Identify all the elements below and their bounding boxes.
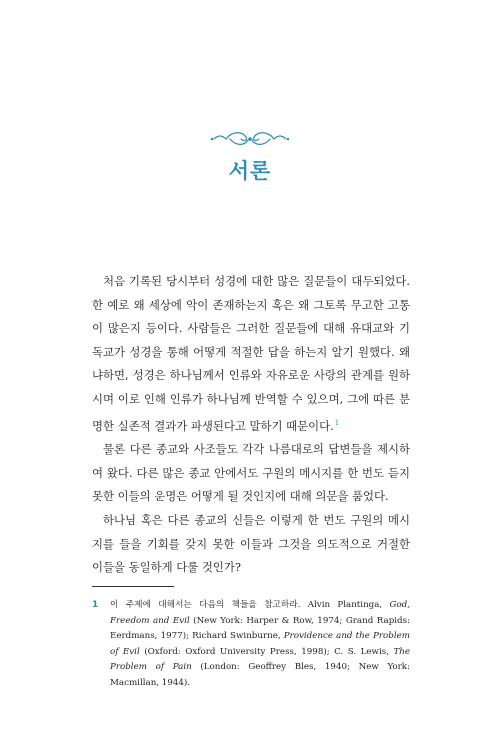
footnote-citation-2: (Oxford: Oxford University Press, 1998); C. S. Lewis, [139, 646, 394, 657]
footnote-divider [92, 586, 174, 587]
paragraph-3: 하나님 혹은 다른 종교의 신들은 이렇게 한 번도 구원의 메시지를 들을 기회를 갖지 못한 이들과 그것을 의도적으로 거절한 이들을 동일하게 다룰 것인가? [92, 512, 410, 575]
chapter-title: 서론 [228, 159, 272, 183]
footnote-book-title-3: The Problem of Pain [110, 646, 411, 673]
footnote [92, 598, 410, 692]
paragraph-1 [92, 270, 410, 438]
body-text [92, 270, 410, 580]
footnote-book-title-1: God, Freedom and Evil [110, 600, 410, 626]
footnote-number: 1 [92, 600, 99, 610]
footnote-lead: 이 주제에 대해서는 다음의 책들을 참고하라. Alvin Plantinga, [110, 600, 390, 610]
footnote-text [110, 598, 410, 692]
title-ornament-icon [0, 128, 500, 150]
footnote-citation-3: (London: Geoffrey Bles, 1940; New York: Macmillan, 1944). [110, 662, 410, 688]
footnote-citation-1: (New York: Harper & Row, 1974; Grand Rapids: Eerdmans, 1977); Richard Swinburne, [110, 615, 410, 642]
footnote-reference[interactable]: 1 [334, 418, 340, 427]
paragraph-1-text: 처음 기록된 당시부터 성경에 대한 많은 질문들이 대두되었다. 한 예로 왜 세상에 악이 존재하는지 혹은 왜 그토록 무고한 고통이 많은지 등이다. 사람들은 그러한 질문들에 대해 유대교와 기독교가 성경을 통해 어떻게 적절한 답을 하는지 알기 원했다. 왜냐하면, 성경은 하나님께서 인류와 자유로운 사랑의 관계를 원하시며 이로 인해 인류가 하나님께 반역할 수 있으며, 그에 따른 분명한 실존적 결과가 파생된다고 말하기 때문이다. [92, 274, 410, 433]
paragraph-2: 물론 다른 종교와 사조들도 각각 나름대로의 답변들을 제시하여 왔다. 다른 많은 종교 안에서도 구원의 메시지를 한 번도 듣지 못한 이들의 운명은 어떻게 될 것인지에 대해 의문을 품었다. [92, 442, 410, 504]
footnote-book-title-2: Providence and the Problem of Evil [110, 631, 410, 657]
